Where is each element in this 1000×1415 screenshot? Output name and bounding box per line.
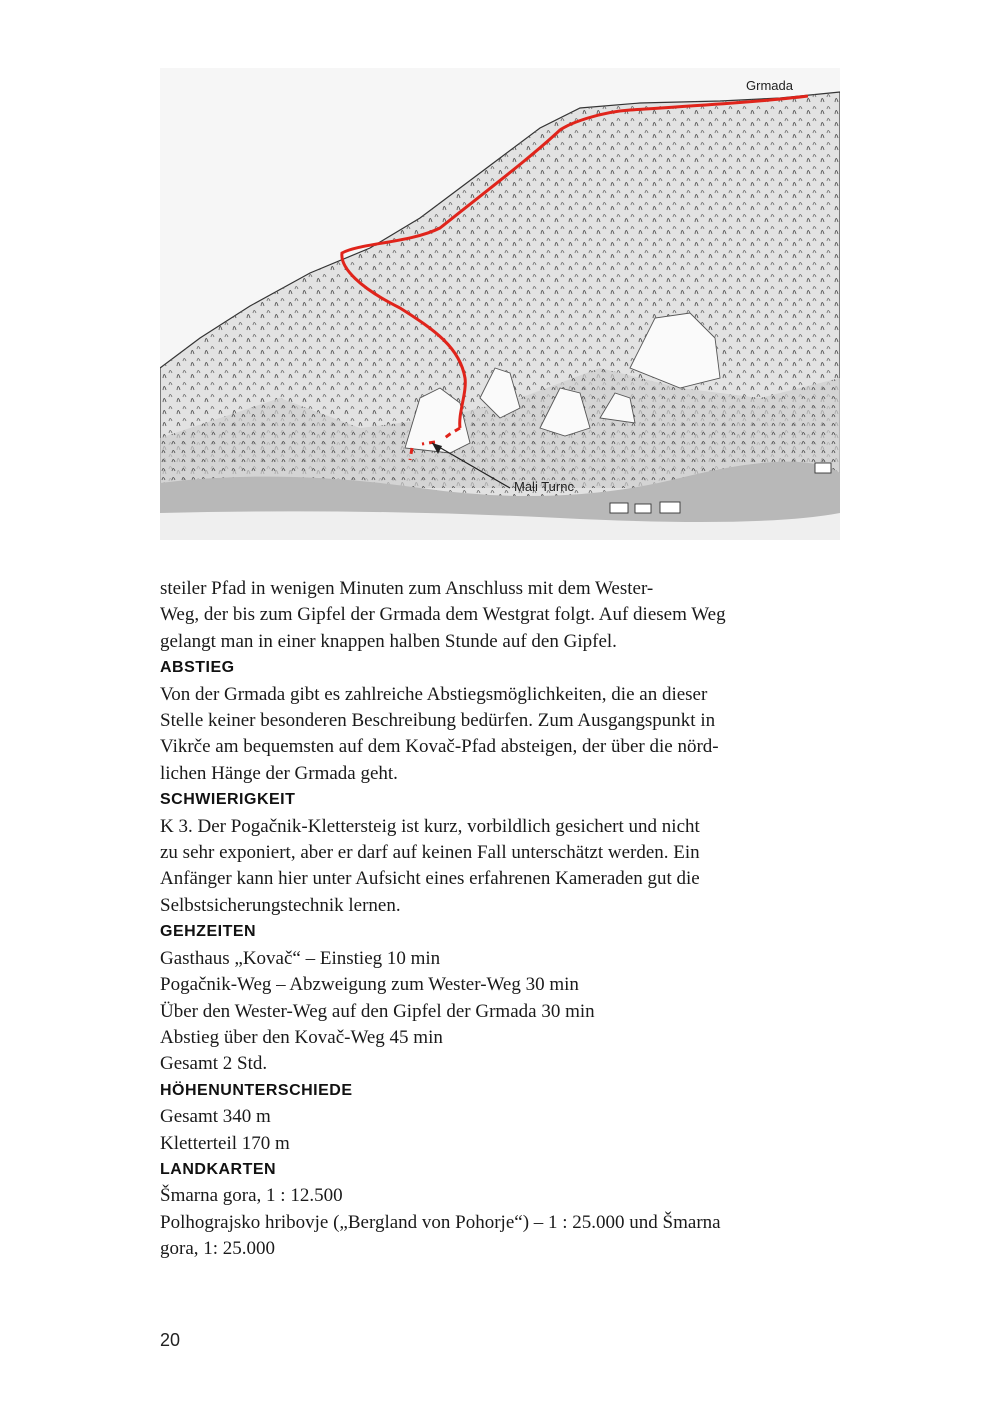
summit-label: Grmada: [746, 78, 793, 93]
heading-gehzeiten: GEHZEITEN: [160, 923, 257, 941]
text-line: Selbstsicherungstechnik lernen.: [160, 894, 401, 916]
route-illustration: [160, 68, 840, 540]
gehzeiten-list: [160, 946, 840, 1078]
list-item: Šmarna gora, 1 : 12.500: [160, 1185, 343, 1207]
list-item: Gasthaus „Kovač“ – Einstieg 10 min: [160, 947, 441, 969]
text-line: Vikrče am bequemsten auf dem Kovač-Pfad absteigen, der über die nörd-: [160, 736, 719, 758]
heading-abstieg: ABSTIEG: [160, 659, 235, 677]
list-item: gora, 1: 25.000: [160, 1238, 276, 1260]
schwierigkeit-paragraph: [160, 814, 840, 920]
rock-label: Mali Turnc: [514, 479, 574, 494]
landkarten-list: [160, 1183, 840, 1262]
text-line: Von der Grmada gibt es zahlreiche Abstiegsmöglichkeiten, die an dieser: [160, 683, 708, 705]
abstieg-paragraph: [160, 682, 840, 788]
list-item: Polhograjsko hribovje („Bergland von Pohorje“) – 1 : 25.000 und Šmarna: [160, 1211, 721, 1233]
text-line: K 3. Der Pogačnik-Klettersteig ist kurz, vorbildlich gesichert und nicht: [160, 815, 700, 837]
list-item: Pogačnik-Weg – Abzweigung zum Wester-Weg 30 min: [160, 974, 579, 996]
list-item: Gesamt 340 m: [160, 1106, 271, 1128]
text-line: lichen Hänge der Grmada geht.: [160, 762, 398, 784]
heading-hoehenunterschiede: HÖHENUNTERSCHIEDE: [160, 1081, 353, 1099]
heading-schwierigkeit: SCHWIERIGKEIT: [160, 791, 296, 809]
page-number: 20: [160, 1330, 181, 1350]
intro-paragraph: [160, 576, 840, 655]
list-item: Abstieg über den Kovač-Weg 45 min: [160, 1026, 443, 1048]
hoehenunterschiede-list: [160, 1104, 840, 1157]
body-text: [160, 576, 840, 1263]
text-line: Anfänger kann hier unter Aufsicht eines erfahrenen Kameraden gut die: [160, 868, 700, 890]
text-line: Stelle keiner besonderen Beschreibung bedürfen. Zum Ausgangspunkt in: [160, 710, 716, 732]
list-item: Kletterteil 170 m: [160, 1132, 290, 1154]
list-item: Über den Wester-Weg auf den Gipfel der Grmada 30 min: [160, 1000, 595, 1022]
text-line: steiler Pfad in wenigen Minuten zum Anschluss mit dem Wester-: [160, 578, 654, 599]
text-line: Weg, der bis zum Gipfel der Grmada dem Westgrat folgt. Auf diesem Weg: [160, 604, 726, 626]
text-line: zu sehr exponiert, aber er darf auf keinen Fall unterschätzt werden. Ein: [160, 842, 700, 864]
heading-landkarten: LANDKARTEN: [160, 1160, 277, 1178]
list-item: Gesamt 2 Std.: [160, 1053, 268, 1075]
text-line: gelangt man in einer knappen halben Stunde auf den Gipfel.: [160, 630, 617, 652]
